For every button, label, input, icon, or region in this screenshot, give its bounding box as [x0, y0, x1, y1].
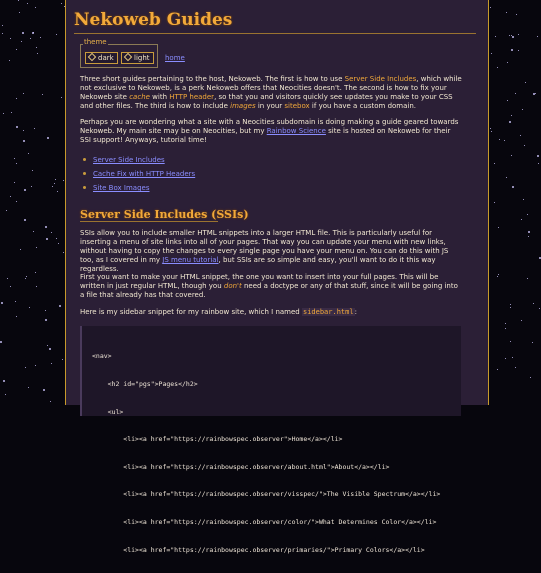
star: [515, 367, 516, 368]
intro-text: , which while not exclusive to Nekoweb, is a perk Nekoweb offers that Neocities doesn't. The second is how to fix your Nekoweb site: [80, 75, 462, 101]
star: [510, 304, 511, 305]
star: [539, 308, 540, 309]
theme-legend: theme: [84, 38, 107, 46]
code-line: <li><a href="https://rainbowspec.observer">Home</a></li>: [92, 435, 343, 444]
star: [30, 38, 31, 39]
star: [47, 345, 48, 346]
star: [23, 140, 25, 142]
star: [25, 278, 26, 279]
title-divider: [74, 33, 476, 34]
theme-switcher: [80, 38, 158, 68]
http-header-highlight: HTTP header: [169, 93, 215, 101]
intro-text: if you have a custom domain.: [309, 102, 417, 110]
star: [7, 278, 8, 279]
bullet-icon: [83, 158, 86, 161]
star: [23, 93, 24, 94]
star: [523, 199, 524, 200]
ssi-text: First you want to make your HTML snippet, the one you want to insert into your full pages. This will be written in just regular HTML, though you: [80, 273, 439, 290]
star: [23, 130, 24, 131]
star: [10, 196, 11, 197]
dark-theme-button[interactable]: [85, 52, 118, 64]
star: [28, 387, 29, 388]
ssi-paragraph-2: [80, 273, 462, 300]
light-theme-button[interactable]: [121, 52, 154, 64]
star: [47, 137, 49, 139]
star: [3, 113, 4, 114]
bullet-icon: [83, 172, 86, 175]
toc-item-cache[interactable]: [80, 167, 195, 181]
star: [498, 274, 499, 275]
star: [16, 126, 18, 128]
toc-label: Site Box Images: [93, 184, 150, 192]
star: [532, 342, 533, 343]
star: [52, 186, 53, 187]
star: [521, 320, 522, 321]
star: [35, 272, 36, 273]
star: [9, 60, 10, 61]
toc-item-ssi[interactable]: [80, 153, 195, 167]
star: [57, 191, 58, 192]
star: [43, 389, 45, 391]
star: [22, 32, 24, 34]
star: [518, 34, 519, 35]
star: [50, 401, 51, 402]
star: [527, 214, 528, 215]
toc-label: Cache Fix with HTTP Headers: [93, 170, 196, 178]
star: [49, 348, 51, 350]
star: [497, 276, 498, 277]
star: [16, 49, 17, 50]
star: [511, 155, 512, 156]
star: [510, 307, 511, 308]
star: [16, 316, 17, 317]
star: [34, 128, 35, 129]
star: [58, 243, 59, 244]
rainbow-science-link[interactable]: Rainbow Science: [266, 127, 326, 135]
star: [522, 109, 523, 110]
star: [35, 365, 36, 366]
star: [19, 12, 20, 13]
ssi-heading: Server Side Includes (SSIs): [80, 208, 249, 221]
star: [497, 369, 498, 370]
star: [491, 131, 492, 132]
star: [10, 38, 11, 39]
star: [525, 82, 526, 83]
code-line: <h2 id="pgs">Pages</h2>: [92, 380, 198, 388]
star: [63, 180, 64, 181]
star: [2, 33, 3, 34]
star: [25, 367, 26, 368]
code-line: <ul>: [92, 407, 124, 416]
code-line: <nav>: [92, 352, 112, 361]
star: [24, 189, 26, 191]
star: [31, 186, 32, 187]
star: [506, 12, 507, 13]
star: [6, 210, 7, 211]
star: [527, 278, 528, 279]
dark-theme-label: dark: [98, 54, 114, 62]
ssi-paragraph-3: [80, 308, 462, 317]
star: [45, 310, 46, 311]
bullet-icon: [83, 186, 86, 189]
sitebox-highlight: sitebox: [284, 102, 310, 110]
star: [46, 238, 48, 240]
code-block[interactable]: [80, 326, 461, 554]
star: [55, 179, 56, 180]
star: [497, 67, 498, 68]
star: [509, 35, 510, 36]
intro-paragraph-2: [80, 118, 462, 145]
star: [511, 115, 512, 116]
intro-paragraph-1: [80, 75, 462, 111]
star: [3, 380, 5, 382]
sidebar-filename: sidebar.html: [302, 308, 354, 316]
star: [11, 112, 12, 113]
images-highlight: images: [230, 102, 256, 110]
intro-text: Perhaps you are wondering what a site with a Neocities subdomain is doing making a guide geared towards Nekoweb. My main site may be on Neocities, but my: [80, 118, 459, 135]
star: [512, 357, 513, 358]
star: [61, 97, 62, 98]
ssi-text: need a doctype or any of that stuff, since it will be going into a file that already has that covered.: [80, 282, 458, 299]
star: [520, 135, 521, 136]
star: [33, 231, 34, 232]
star: [56, 238, 57, 239]
star: [512, 36, 514, 38]
star: [10, 286, 11, 287]
home-link[interactable]: home: [165, 54, 185, 62]
star: [42, 94, 43, 95]
intro-text: Three short guides pertaining to the host, Nekoweb. The first is how to use: [80, 75, 345, 83]
star: [507, 100, 508, 101]
star: [505, 323, 506, 324]
star: [530, 377, 531, 378]
star: [506, 177, 507, 178]
toc-label: Server Side Includes: [93, 156, 165, 164]
star: [494, 202, 495, 203]
star: [32, 170, 33, 171]
star: [491, 53, 492, 54]
ssi-text: Here is my sidebar snippet for my rainbow site, which I named: [80, 308, 302, 316]
star: [511, 35, 512, 36]
intro-text: site is hosted on Nekoweb for their SSI support! Anyways, tutorial time!: [80, 127, 451, 144]
star: [45, 226, 47, 228]
ssi-paragraph-1: [80, 229, 462, 274]
star: [18, 0, 19, 1]
intro-text: , so that you and visitors quickly see updates you make to your CSS and other files. The third is how to include: [80, 93, 453, 110]
star: [509, 121, 511, 123]
star: [15, 301, 16, 302]
dont-emphasis: don't: [223, 282, 242, 290]
star: [537, 155, 539, 157]
ssi-text: SSIs allow you to include smaller HTML snippets into a larger HTML file. This is particularly useful for inserting a menu of site links into all of your pages. That way you can update your menu with new links, without having to copy the changes to every single page you have your menu on. You can do this with JS too, as I covered in my: [80, 229, 449, 264]
diamond-icon: [124, 53, 132, 61]
star: [504, 140, 505, 141]
js-menu-tutorial-link[interactable]: JS menu tutorial: [162, 256, 219, 264]
star: [528, 231, 530, 233]
star: [54, 183, 55, 184]
star: [33, 32, 34, 33]
star: [498, 227, 499, 228]
star: [36, 286, 37, 287]
ssi-text: , but SSIs are so simple and easy, you'll want to do it this way regardless.: [80, 256, 436, 273]
star: [505, 328, 506, 329]
star: [16, 98, 17, 99]
star: [2, 25, 3, 26]
intro-text: with: [149, 93, 170, 101]
star: [521, 219, 522, 220]
star: [499, 139, 500, 140]
diamond-icon: [88, 53, 96, 61]
star: [518, 50, 519, 51]
star: [0, 341, 2, 343]
star: [1, 302, 3, 304]
code-line: <li><a href="https://rainbowspec.observer/visspec/">The Visible Spectrum</a></li>: [92, 490, 441, 499]
star: [524, 145, 525, 146]
star: [515, 93, 516, 94]
star: [507, 62, 508, 63]
star: [16, 163, 17, 164]
star: [537, 36, 538, 37]
star: [533, 303, 534, 304]
page-container: [65, 0, 489, 554]
star: [535, 93, 536, 94]
cache-highlight: cache: [129, 93, 150, 101]
star: [61, 3, 62, 4]
light-theme-label: light: [134, 54, 150, 62]
table-of-contents: [80, 153, 195, 195]
ssi-text: :: [354, 308, 357, 316]
star: [21, 41, 22, 42]
star: [538, 163, 539, 164]
star: [494, 163, 495, 164]
code-line: <li><a href="https://rainbowspec.observer/primaries/">Primary Colors</a></li>: [92, 545, 425, 554]
star: [63, 252, 64, 253]
star: [28, 153, 29, 154]
star: [59, 305, 61, 307]
star: [62, 359, 63, 360]
ssi-heading-underline: [80, 221, 218, 222]
star: [27, 3, 28, 4]
star: [495, 36, 496, 37]
star: [24, 219, 26, 221]
star: [45, 319, 47, 321]
star: [36, 247, 37, 248]
star: [512, 186, 514, 188]
star: [56, 34, 57, 35]
star: [14, 182, 15, 183]
star: [511, 49, 513, 51]
star: [20, 249, 21, 250]
toc-item-sitebox[interactable]: [80, 181, 195, 195]
page-title: Nekoweb Guides: [74, 10, 233, 30]
intro-text: in your: [255, 102, 285, 110]
star: [51, 363, 52, 364]
star: [5, 394, 6, 395]
code-line: <li><a href="https://rainbowspec.observer/about.html">About</a></li>: [92, 462, 390, 471]
star: [37, 53, 38, 54]
star: [505, 358, 506, 359]
star: [29, 307, 30, 308]
code-line: <li><a href="https://rainbowspec.observer/color/">What Determines Color</a></li>: [92, 517, 437, 526]
star: [490, 7, 491, 8]
star: [14, 158, 15, 159]
star: [16, 201, 17, 202]
star: [26, 276, 27, 277]
star: [510, 341, 511, 342]
star: [528, 236, 529, 237]
star: [40, 37, 41, 38]
star: [490, 128, 491, 129]
star: [516, 14, 517, 15]
star: [36, 47, 37, 48]
ssi-highlight: Server Side Includes: [344, 75, 417, 83]
star: [35, 7, 36, 8]
star: [51, 232, 52, 233]
